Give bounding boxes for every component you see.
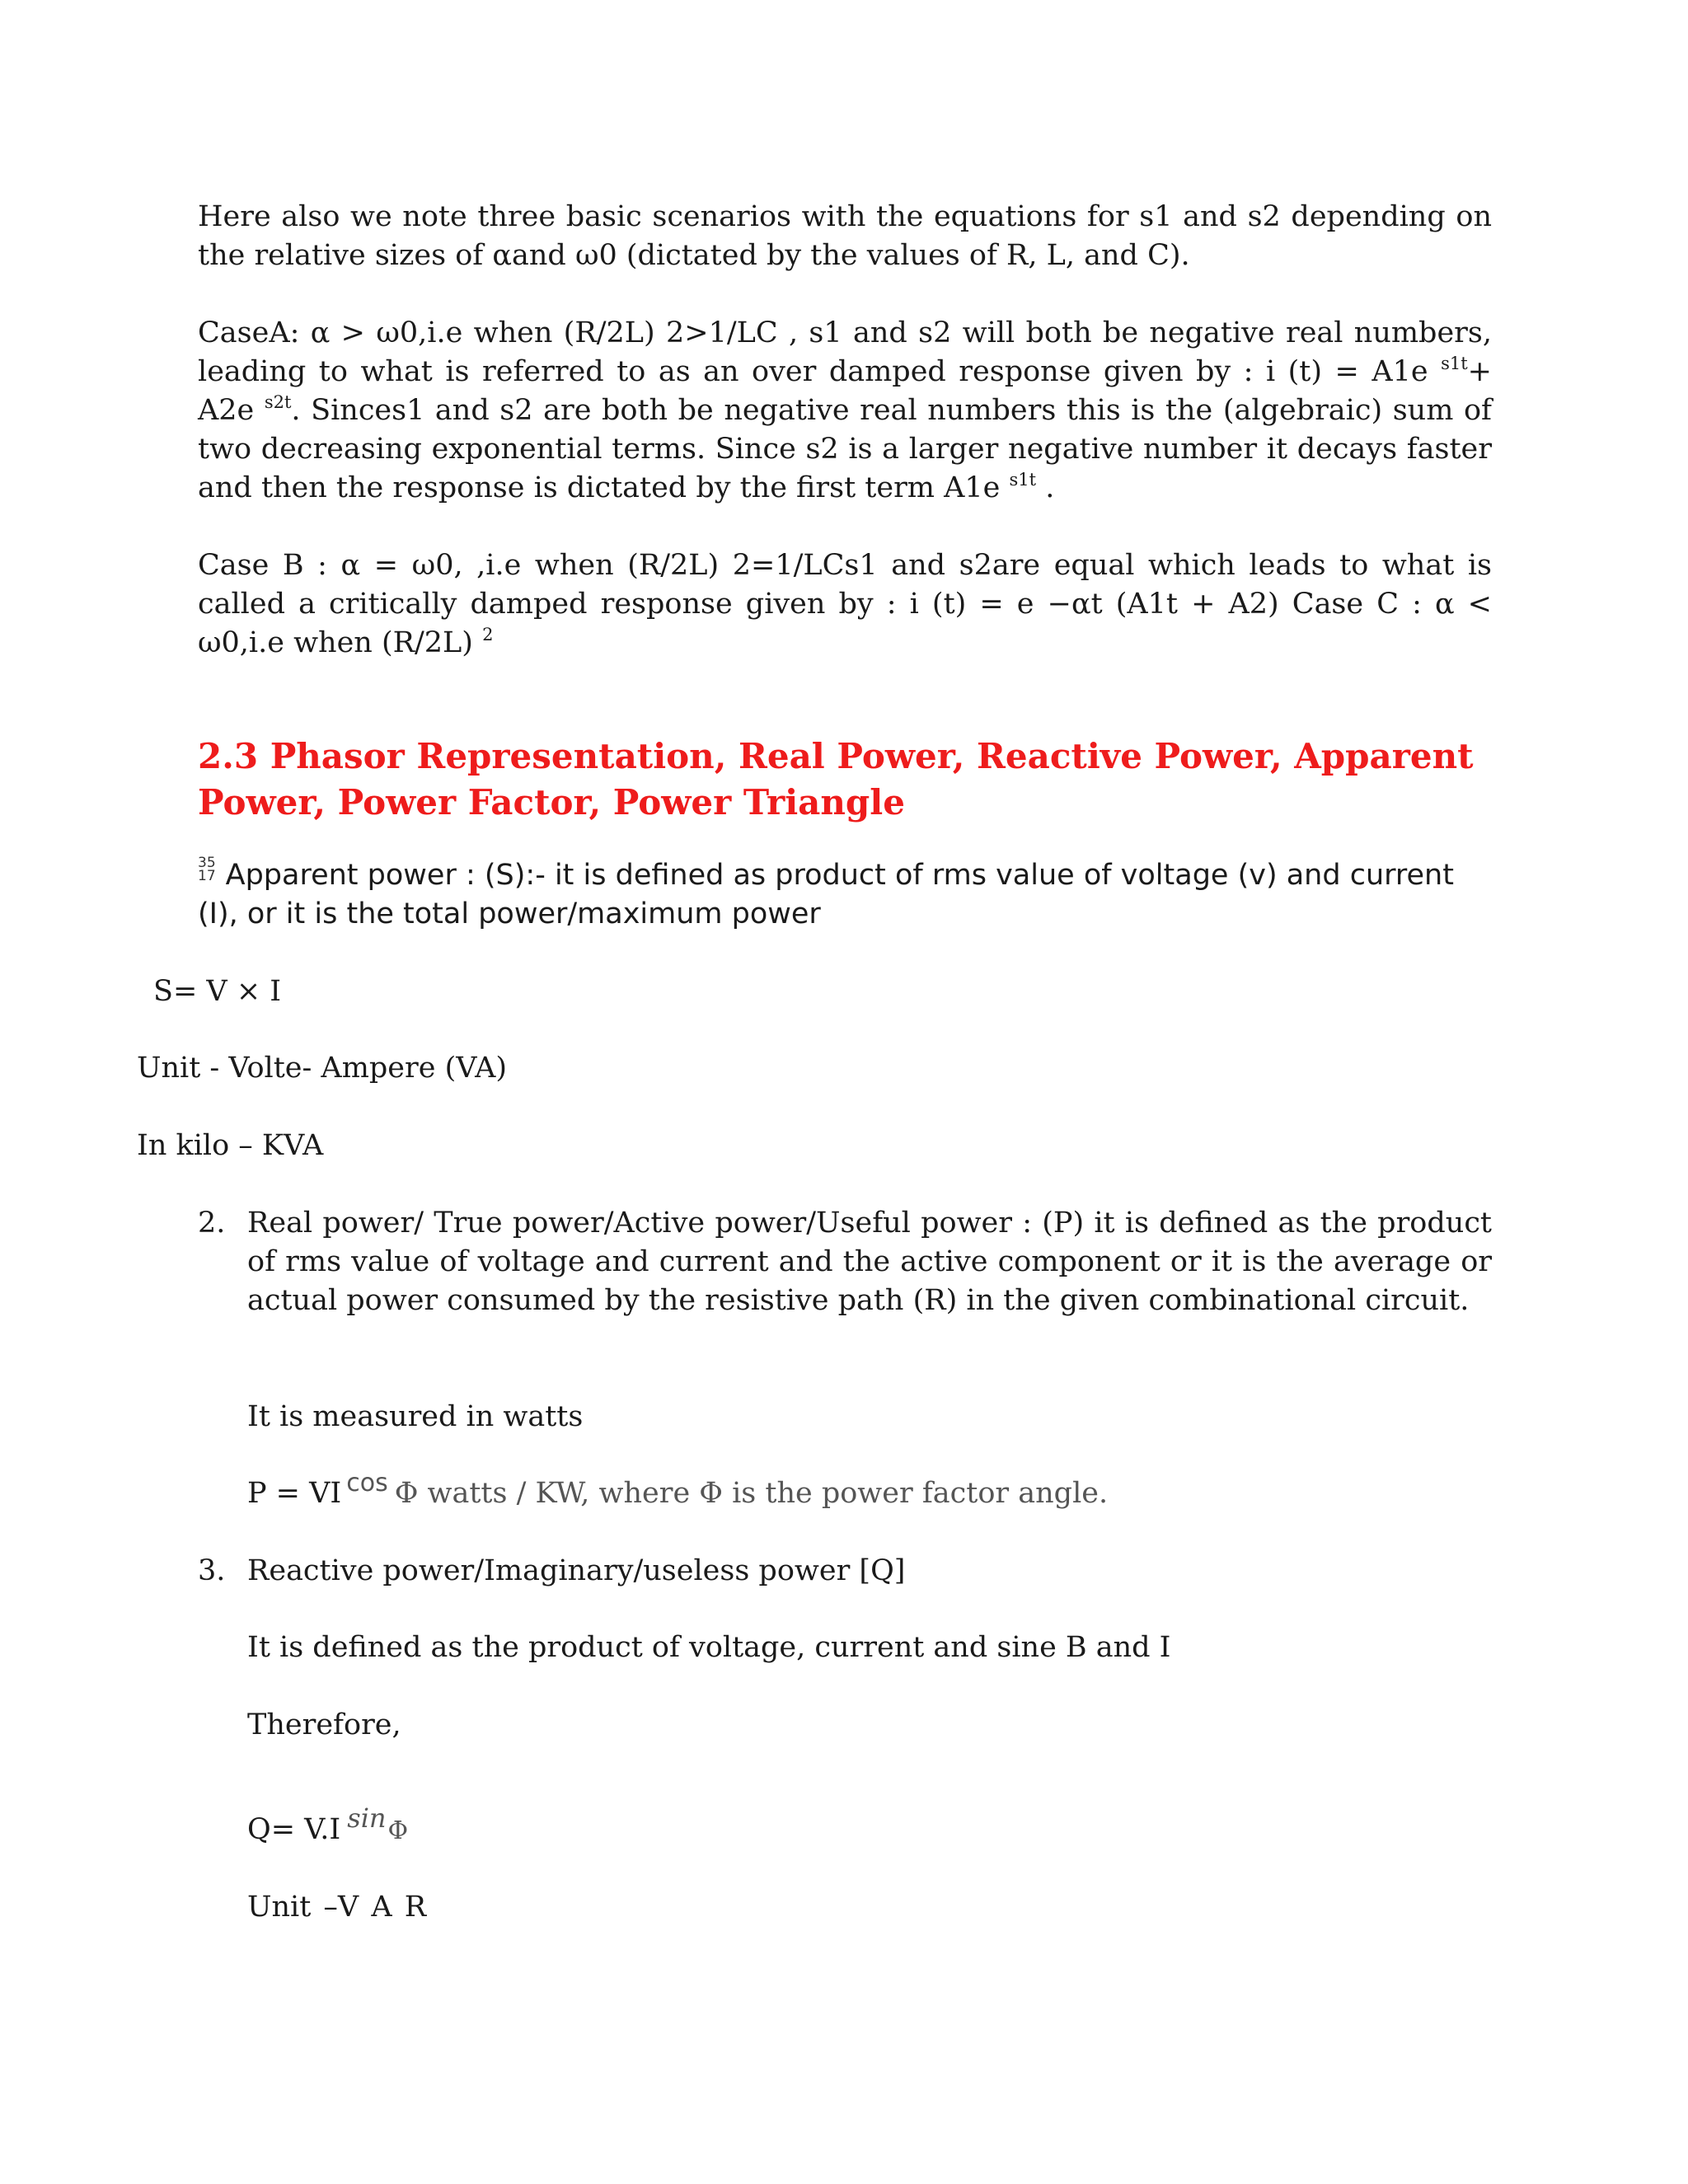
p-formula-rest: Φ watts / KW, where Φ is the power factor angle. bbox=[394, 1477, 1109, 1510]
case-a-text-3: . Sinces1 and s2 are both be negative real numbers this is the (algebraic) sum of two decreasing exponential terms. Since s2 is a larger negative number it decays faster and then the response is dictated by the first term A1e bbox=[198, 394, 1492, 504]
case-a-text-1: CaseA: α > ω0,i.e when (R/2L) 2>1/LC , s1 and s2 will both be negative real numbers, leading to what is referred to as an over damped response given by : i (t) = A1e bbox=[198, 316, 1492, 388]
case-b-text: Case B : α = ω0, ,i.e when (R/2L) 2=1/LCs1 and s2are equal which leads to what is called a critically damped response given by : i (t) = e −αt (A1t + A2) Case C : α < ω0,i.e when (R/2L) bbox=[198, 549, 1492, 659]
fraction-bottom: 17 bbox=[198, 868, 216, 884]
list-number-2: 2. bbox=[198, 1207, 226, 1240]
section-heading: 2.3 Phasor Representation, Real Power, Reactive Power, Apparent Power, Power Factor, Power Triangle bbox=[198, 736, 1474, 823]
phi-symbol: Φ bbox=[387, 1816, 409, 1845]
apparent-power-text: Apparent power : (S):- it is defined as product of rms value of voltage (v) and current (I), or it is the total power/maximum power bbox=[198, 859, 1454, 930]
list-number-3: 3. bbox=[198, 1554, 226, 1587]
measured-in-watts: It is measured in watts bbox=[247, 1400, 584, 1433]
case-a-exponent-1: s1t bbox=[1441, 354, 1468, 373]
unit-var: Unit –V A R bbox=[247, 1891, 427, 1924]
real-power-formula bbox=[247, 1469, 1109, 1514]
reactive-power-definition: It is defined as the product of voltage, current and sine B and I bbox=[247, 1631, 1171, 1664]
case-b-exponent: 2 bbox=[482, 625, 494, 644]
cos-term: cos bbox=[346, 1469, 388, 1497]
case-b-paragraph bbox=[198, 546, 1492, 663]
fraction-glyph bbox=[198, 856, 216, 883]
case-a-text-4: . bbox=[1036, 471, 1055, 504]
fraction-top: 35 bbox=[198, 855, 216, 871]
case-a-text-2: + A2e bbox=[198, 355, 1492, 427]
intro-paragraph: Here also we note three basic scenarios with the equations for s1 and s2 depending on the relative sizes of αand ω0 (dictated by the values of R, L, and C). bbox=[198, 200, 1492, 272]
sin-term: sin bbox=[347, 1802, 387, 1834]
reactive-power-title: Reactive power/Imaginary/useless power [Q] bbox=[247, 1554, 906, 1587]
kilo-kva: In kilo – KVA bbox=[137, 1129, 324, 1162]
case-a-exponent-2: s2t bbox=[264, 392, 292, 412]
unit-va: Unit - Volte- Ampere (VA) bbox=[137, 1052, 508, 1085]
case-a-exponent-3: s1t bbox=[1009, 470, 1037, 490]
case-a-paragraph bbox=[198, 314, 1492, 508]
q-formula-prefix: Q= V.I bbox=[247, 1813, 341, 1846]
reactive-power-formula bbox=[247, 1802, 409, 1850]
therefore-text: Therefore, bbox=[247, 1708, 401, 1741]
apparent-power-paragraph bbox=[198, 856, 1492, 934]
real-power-paragraph: Real power/ True power/Active power/Useful power : (P) it is defined as the product of rms value of voltage and current and the active component or it is the average or actual power consumed by the resistive path (R) in the given combinational circuit. bbox=[247, 1207, 1492, 1317]
s-formula: S= V × I bbox=[153, 975, 282, 1008]
p-formula-prefix: P = VI bbox=[247, 1477, 342, 1510]
